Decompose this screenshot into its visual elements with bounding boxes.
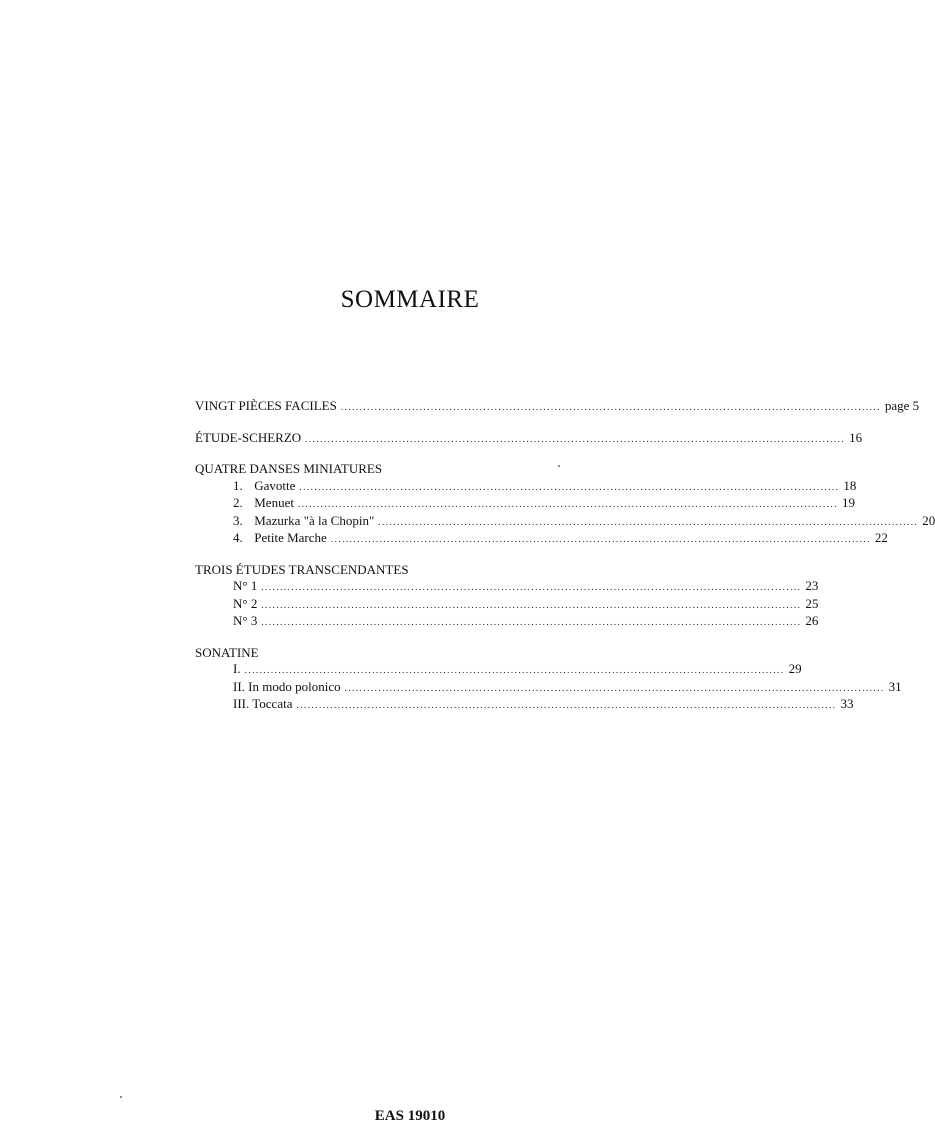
toc-entry-label [233, 495, 294, 512]
dot-leader: ................................................................................................................................................ [340, 402, 881, 412]
scan-speck [120, 1096, 122, 1098]
toc-entry [195, 696, 854, 714]
toc-entry [195, 678, 902, 697]
toc-entry-page: 23 [805, 578, 819, 593]
toc-section-trois [195, 561, 819, 631]
toc-entry [195, 429, 863, 448]
toc-entry [195, 495, 855, 513]
scan-speck [558, 465, 560, 467]
toc-entry-label [233, 530, 327, 547]
dot-leader: ................................................................................................................................................ [261, 582, 802, 592]
toc-entry-title: Menuet [254, 495, 294, 510]
toc-entry [195, 578, 819, 596]
toc-entry-title: Gavotte [254, 477, 296, 493]
toc-entry-number: 1. [233, 477, 243, 493]
toc-section-etude [195, 429, 863, 448]
toc-entry [195, 398, 920, 416]
toc-entry-page: 29 [788, 661, 802, 676]
toc-entry-label: I. [233, 661, 241, 676]
toc-section-heading: QUATRE DANSES MINIATURES [195, 461, 383, 476]
catalog-number: EAS 19010 [374, 1108, 446, 1124]
toc-section-quatre [195, 461, 935, 548]
dot-leader: ................................................................................................................................................ [378, 516, 919, 527]
toc-entry-label [233, 513, 374, 530]
dot-leader: ................................................................................................................................................ [344, 682, 885, 693]
dot-leader: ................................................................................................................................................ [296, 700, 837, 710]
toc-entry-page: 26 [805, 613, 819, 628]
toc-section-heading: TROIS ÉTUDES TRANSCENDANTES [195, 561, 409, 577]
toc-entry-page: 16 [849, 429, 863, 445]
dot-leader: ................................................................................................................................................ [330, 534, 871, 544]
toc-section-sonatine [195, 644, 902, 714]
toc-entry-label: II. In modo polonico [233, 678, 341, 694]
toc-entry [195, 661, 802, 679]
toc-entry-number: 3. [233, 512, 243, 528]
toc-entry-number: 4. [233, 530, 243, 545]
toc-entry-page: 25 [805, 595, 819, 611]
toc-entry-label: N° 1 [233, 578, 258, 593]
toc-entry [195, 613, 819, 631]
toc-section-vingt [195, 398, 920, 416]
toc-section-heading: SONATINE [195, 644, 259, 660]
toc-entry [195, 512, 935, 531]
toc-entry-page: 18 [843, 477, 857, 493]
toc-entry-label: N° 3 [233, 613, 258, 628]
toc-entry-title: Petite Marche [254, 530, 327, 545]
toc-entry-label: ÉTUDE-SCHERZO [195, 429, 302, 445]
dot-leader: ................................................................................................................................................ [305, 433, 846, 444]
table-of-contents [195, 398, 935, 728]
toc-entry-page: 31 [888, 678, 902, 694]
toc-entry [195, 595, 819, 614]
dot-leader: ................................................................................................................................................ [297, 499, 838, 509]
dot-leader: ................................................................................................................................................ [261, 617, 802, 627]
toc-entry-page: 33 [840, 696, 854, 711]
dot-leader: ................................................................................................................................................ [244, 665, 785, 675]
toc-entry-title: Mazurka "à la Chopin" [254, 512, 375, 528]
toc-entry-label: N° 2 [233, 595, 258, 611]
toc-entry-label: III. Toccata [233, 696, 293, 711]
toc-entry-page: page 5 [884, 398, 920, 413]
toc-entry-number: 2. [233, 495, 243, 510]
toc-entry-page: 22 [874, 530, 888, 545]
toc-entry-label: VINGT PIÈCES FACILES [195, 398, 337, 413]
toc-entry-page: 19 [841, 495, 855, 510]
dot-leader: ................................................................................................................................................ [299, 481, 840, 492]
toc-entry-page: 20 [922, 512, 935, 528]
dot-leader: ................................................................................................................................................ [261, 599, 802, 610]
toc-entry [195, 530, 888, 548]
toc-entry [195, 477, 857, 496]
toc-entry-label [233, 478, 295, 495]
page-title: SOMMAIRE [340, 286, 480, 313]
